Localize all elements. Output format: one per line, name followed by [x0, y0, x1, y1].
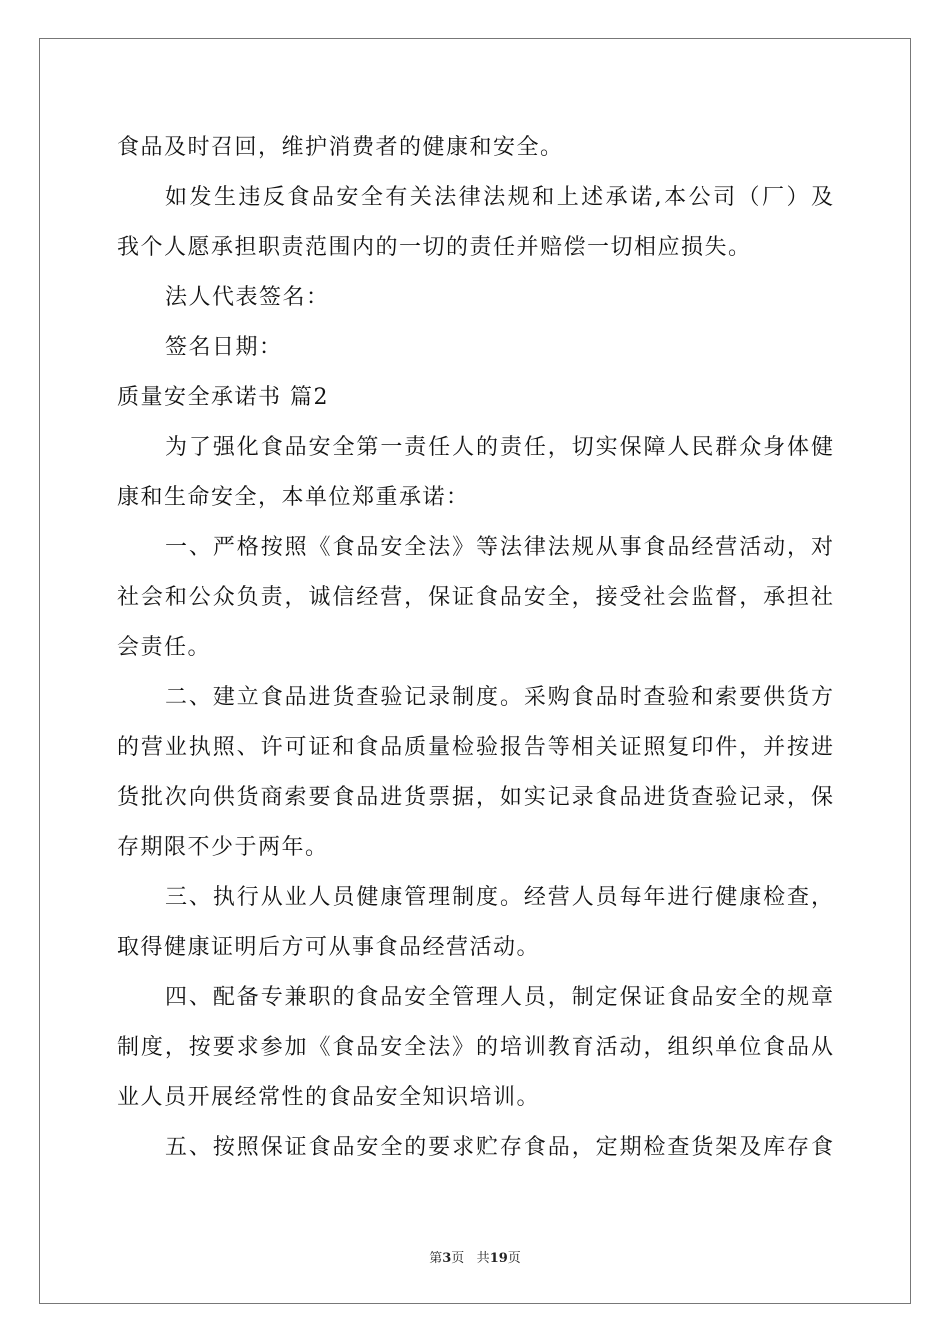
paragraph-line: 三、执行从业人员健康管理制度。经营人员每年进行健康检查，	[165, 885, 833, 910]
paragraph-line: 五、按照保证食品安全的要求贮存食品，定期检查货架及库存食	[165, 1135, 833, 1160]
paragraph-line: 社会和公众负责，诚信经营，保证食品安全，接受社会监督，承担社	[117, 585, 833, 610]
page-border	[39, 38, 911, 1304]
page-number: 3	[442, 1251, 452, 1266]
signature-label: 法人代表签名：	[165, 285, 330, 310]
page-prefix: 第	[429, 1251, 443, 1266]
total-suffix: 页	[507, 1251, 521, 1266]
paragraph-line: 一、严格按照《食品安全法》等法律法规从事食品经营活动，对	[165, 535, 833, 560]
paragraph-line: 为了强化食品安全第一责任人的责任，切实保障人民群众身体健	[165, 435, 833, 460]
paragraph-line: 康和生命安全，本单位郑重承诺：	[117, 485, 470, 510]
page-footer	[0, 1247, 950, 1266]
paragraph-line: 如发生违反食品安全有关法律法规和上述承诺,本公司（厂）及	[165, 185, 833, 210]
paragraph-line: 取得健康证明后方可从事食品经营活动。	[117, 935, 541, 960]
total-prefix: 共	[476, 1251, 490, 1266]
paragraph-line: 货批次向供货商索要食品进货票据，如实记录食品进货查验记录，保	[117, 785, 833, 810]
page-suffix: 页	[451, 1251, 465, 1266]
paragraph-line: 二、建立食品进货查验记录制度。采购食品时查验和索要供货方	[165, 685, 833, 710]
paragraph-line: 会责任。	[117, 635, 212, 660]
paragraph-line: 四、配备专兼职的食品安全管理人员，制定保证食品安全的规章	[165, 985, 833, 1010]
section-heading: 质量安全承诺书 篇2	[117, 385, 329, 410]
paragraph-line: 我个人愿承担职责范围内的一切的责任并赔偿一切相应损失。	[117, 235, 752, 260]
paragraph-line: 制度，按要求参加《食品安全法》的培训教育活动，组织单位食品从	[117, 1035, 833, 1060]
paragraph-line: 业人员开展经常性的食品安全知识培训。	[117, 1085, 541, 1110]
paragraph-line: 的营业执照、许可证和食品质量检验报告等相关证照复印件，并按进	[117, 735, 833, 760]
date-label: 签名日期：	[165, 335, 283, 360]
paragraph-line: 食品及时召回，维护消费者的健康和安全。	[117, 135, 564, 160]
paragraph-line: 存期限不少于两年。	[117, 835, 329, 860]
total-pages: 19	[489, 1251, 508, 1266]
